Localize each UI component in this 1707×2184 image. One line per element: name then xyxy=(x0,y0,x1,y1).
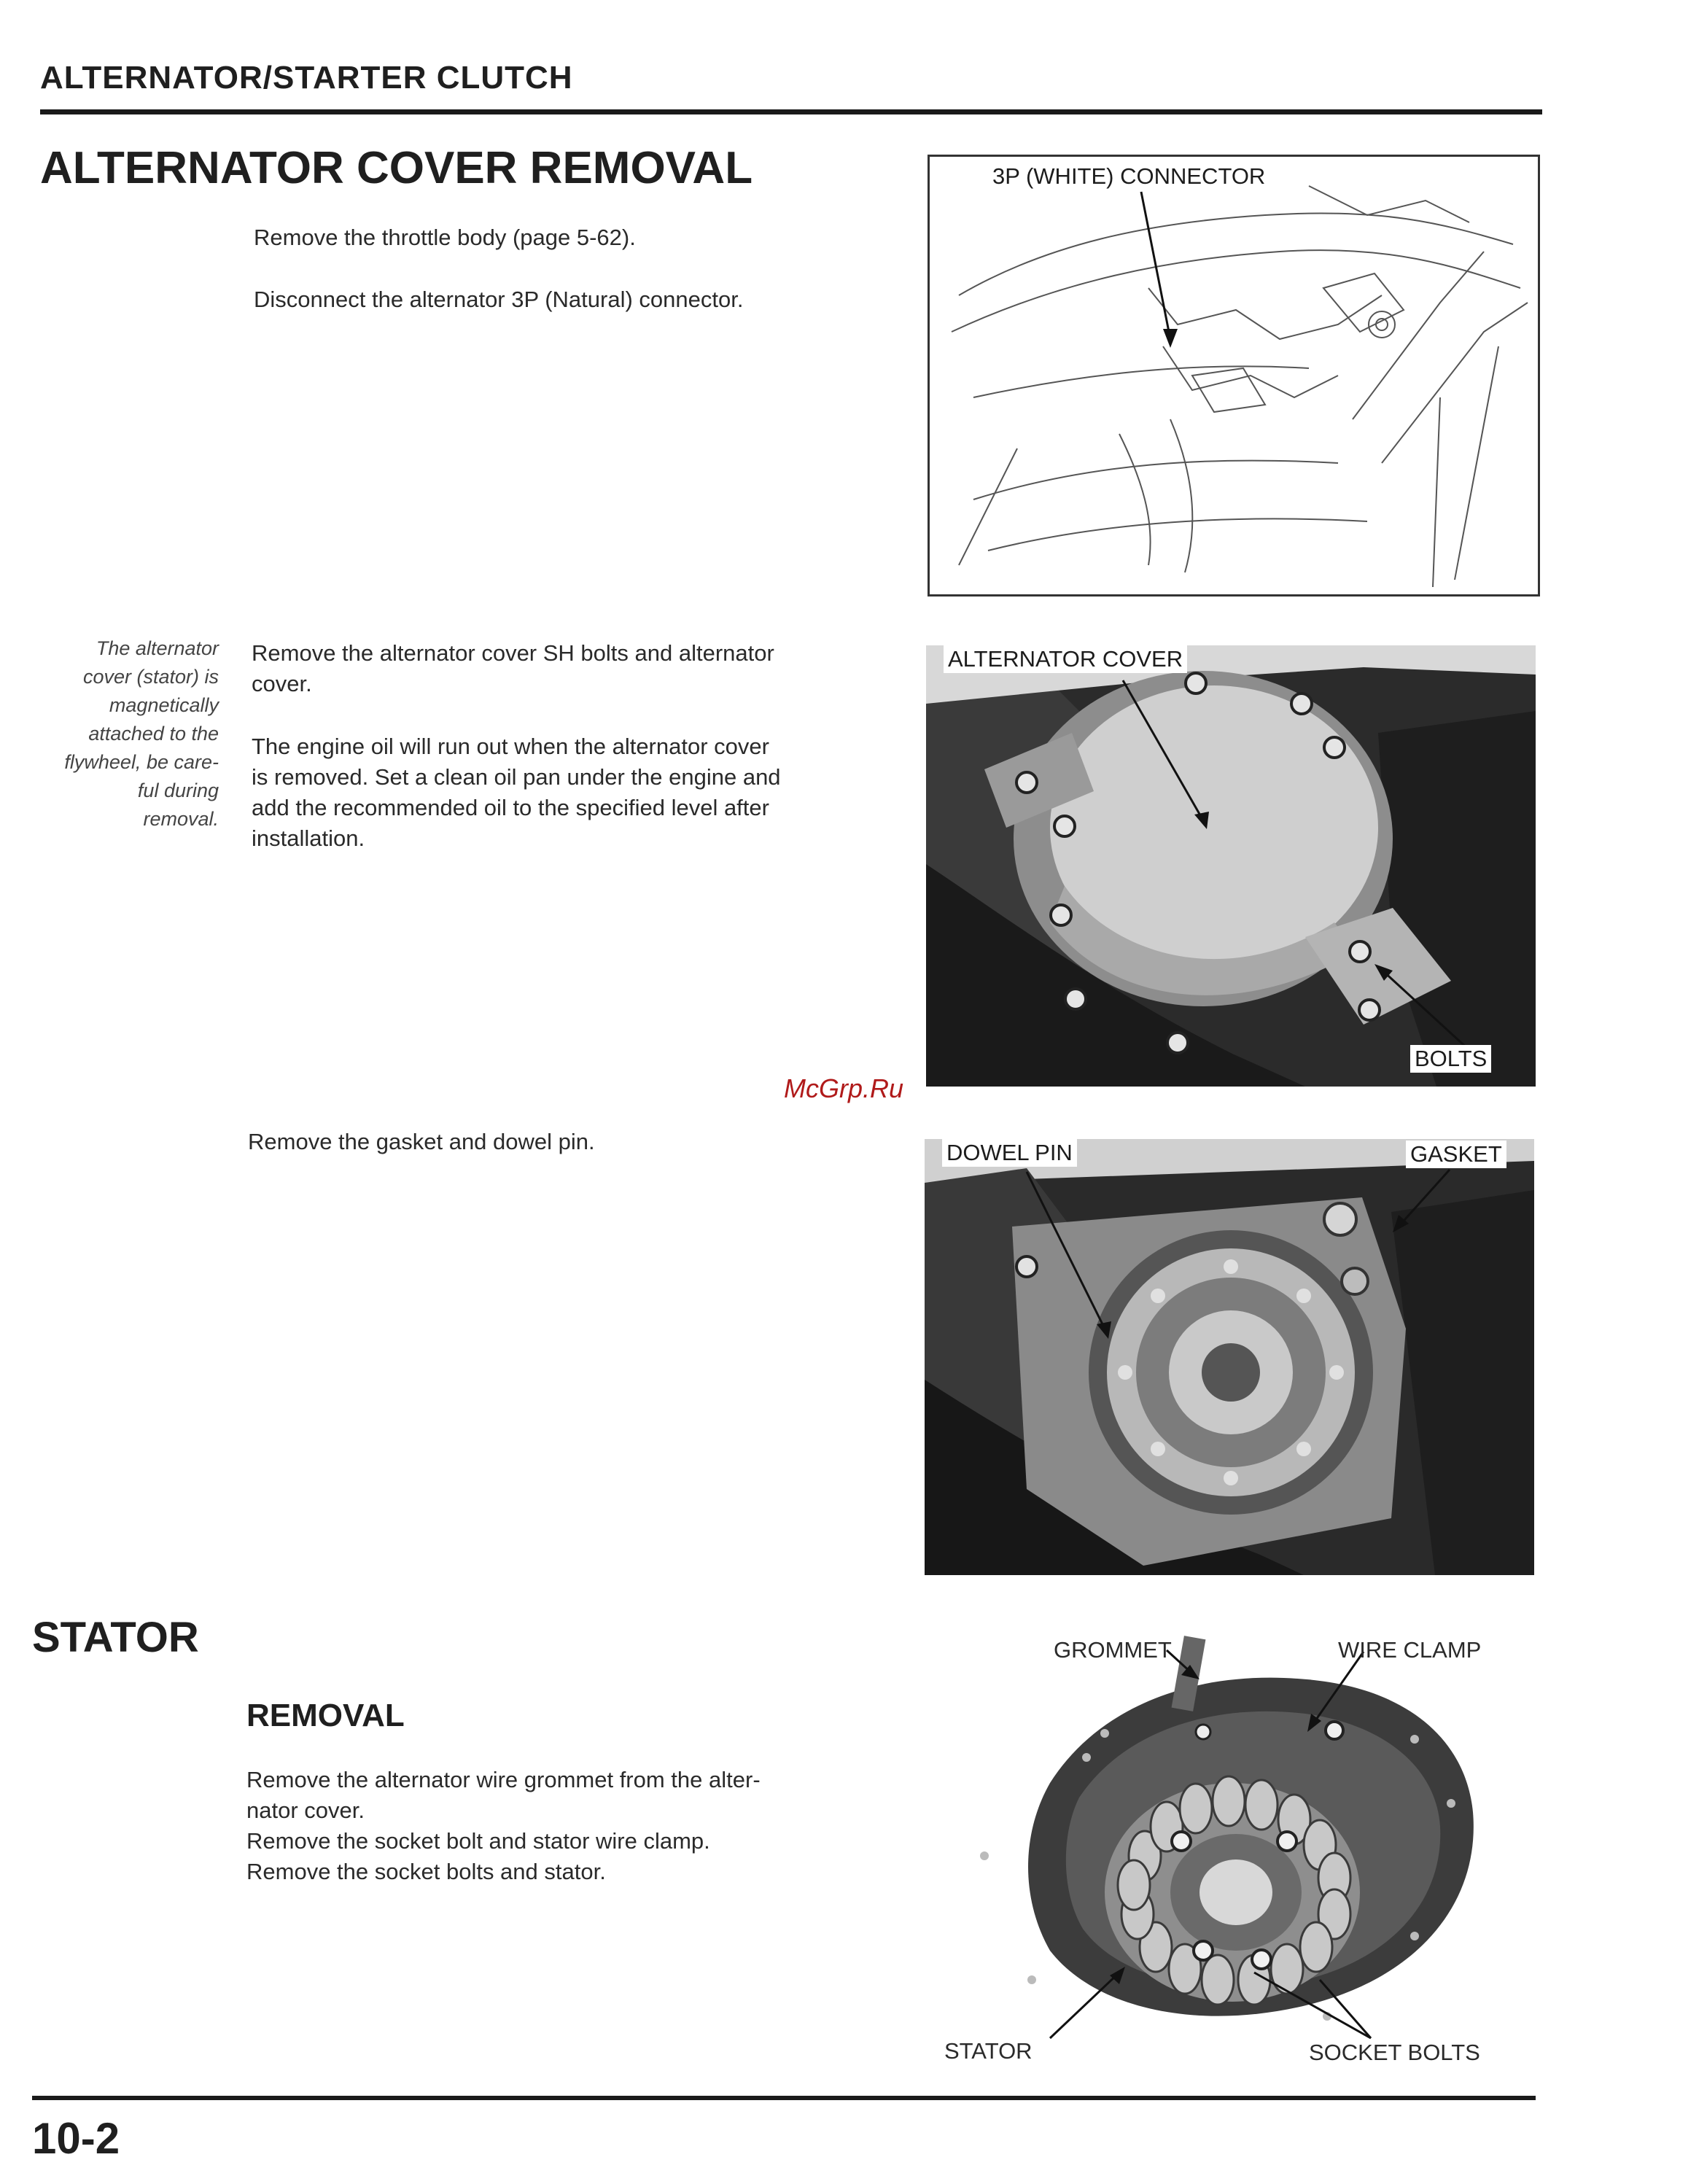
step-oil-warning xyxy=(252,731,901,854)
socket-bolts-label: SOCKET BOLTS xyxy=(1309,2040,1480,2065)
header-rule xyxy=(40,109,1542,114)
section-header: ALTERNATOR/STARTER CLUTCH xyxy=(40,60,573,96)
page-number: 10-2 xyxy=(32,2114,120,2163)
step-line: cover. xyxy=(252,671,312,696)
stator-removal-steps xyxy=(246,1765,903,1887)
alternator-cover-photo xyxy=(926,645,1536,1087)
stator-section-title: STATOR xyxy=(32,1614,199,1661)
step-disconnect-connector: Disconnect the alternator 3P (Natural) connector. xyxy=(254,287,744,312)
connector-figure xyxy=(928,155,1540,596)
step-line: installation. xyxy=(252,825,365,851)
footer-rule xyxy=(32,2096,1536,2100)
page-title: ALTERNATOR COVER REMOVAL xyxy=(40,143,753,193)
step-line: Remove the socket bolt and stator wire clamp. xyxy=(246,1828,710,1854)
stator-image xyxy=(941,1623,1546,2075)
connector-drawing xyxy=(930,157,1538,594)
dowel-pin-label: DOWEL PIN xyxy=(942,1139,1077,1167)
step-remove-gasket: Remove the gasket and dowel pin. xyxy=(248,1129,595,1154)
gasket-label: GASKET xyxy=(1406,1140,1506,1168)
step-line: add the recommended oil to the specified level after xyxy=(252,795,769,820)
side-note-line: magnetically xyxy=(109,694,219,716)
step-line: Remove the alternator wire grommet from the alter- xyxy=(246,1767,761,1792)
side-note-line: ful during xyxy=(137,780,219,801)
watermark: McGrp.Ru xyxy=(784,1073,904,1103)
step-line: The engine oil will run out when the alternator cover xyxy=(252,734,769,759)
step-line: Remove the alternator cover SH bolts and alternator xyxy=(252,640,774,666)
step-throttle-body: Remove the throttle body (page 5-62). xyxy=(254,225,636,250)
wire-clamp-label: WIRE CLAMP xyxy=(1338,1637,1482,1663)
alternator-cover-label: ALTERNATOR COVER xyxy=(944,645,1187,673)
side-note-line: cover (stator) is xyxy=(82,666,219,688)
side-note-line: removal. xyxy=(143,808,219,830)
bolts-label: BOLTS xyxy=(1410,1045,1491,1073)
side-note-line: The alternator xyxy=(96,637,219,659)
side-note-line: attached to the xyxy=(88,723,219,745)
gasket-image xyxy=(925,1139,1534,1575)
removal-subtitle: REMOVAL xyxy=(246,1698,405,1733)
alternator-cover-image xyxy=(926,645,1536,1087)
stator-label: STATOR xyxy=(944,2038,1033,2064)
step-line: nator cover. xyxy=(246,1798,365,1823)
grommet-label: GROMMET xyxy=(1054,1637,1172,1663)
step-remove-cover xyxy=(252,638,901,699)
magnetic-warning-note xyxy=(36,634,219,833)
step-line: Remove the socket bolts and stator. xyxy=(246,1859,606,1884)
gasket-photo xyxy=(925,1139,1534,1575)
connector-label: 3P (WHITE) CONNECTOR xyxy=(988,163,1269,190)
side-note-line: flywheel, be care- xyxy=(64,751,219,773)
stator-photo xyxy=(941,1623,1546,2075)
step-line: is removed. Set a clean oil pan under the engine and xyxy=(252,764,781,790)
